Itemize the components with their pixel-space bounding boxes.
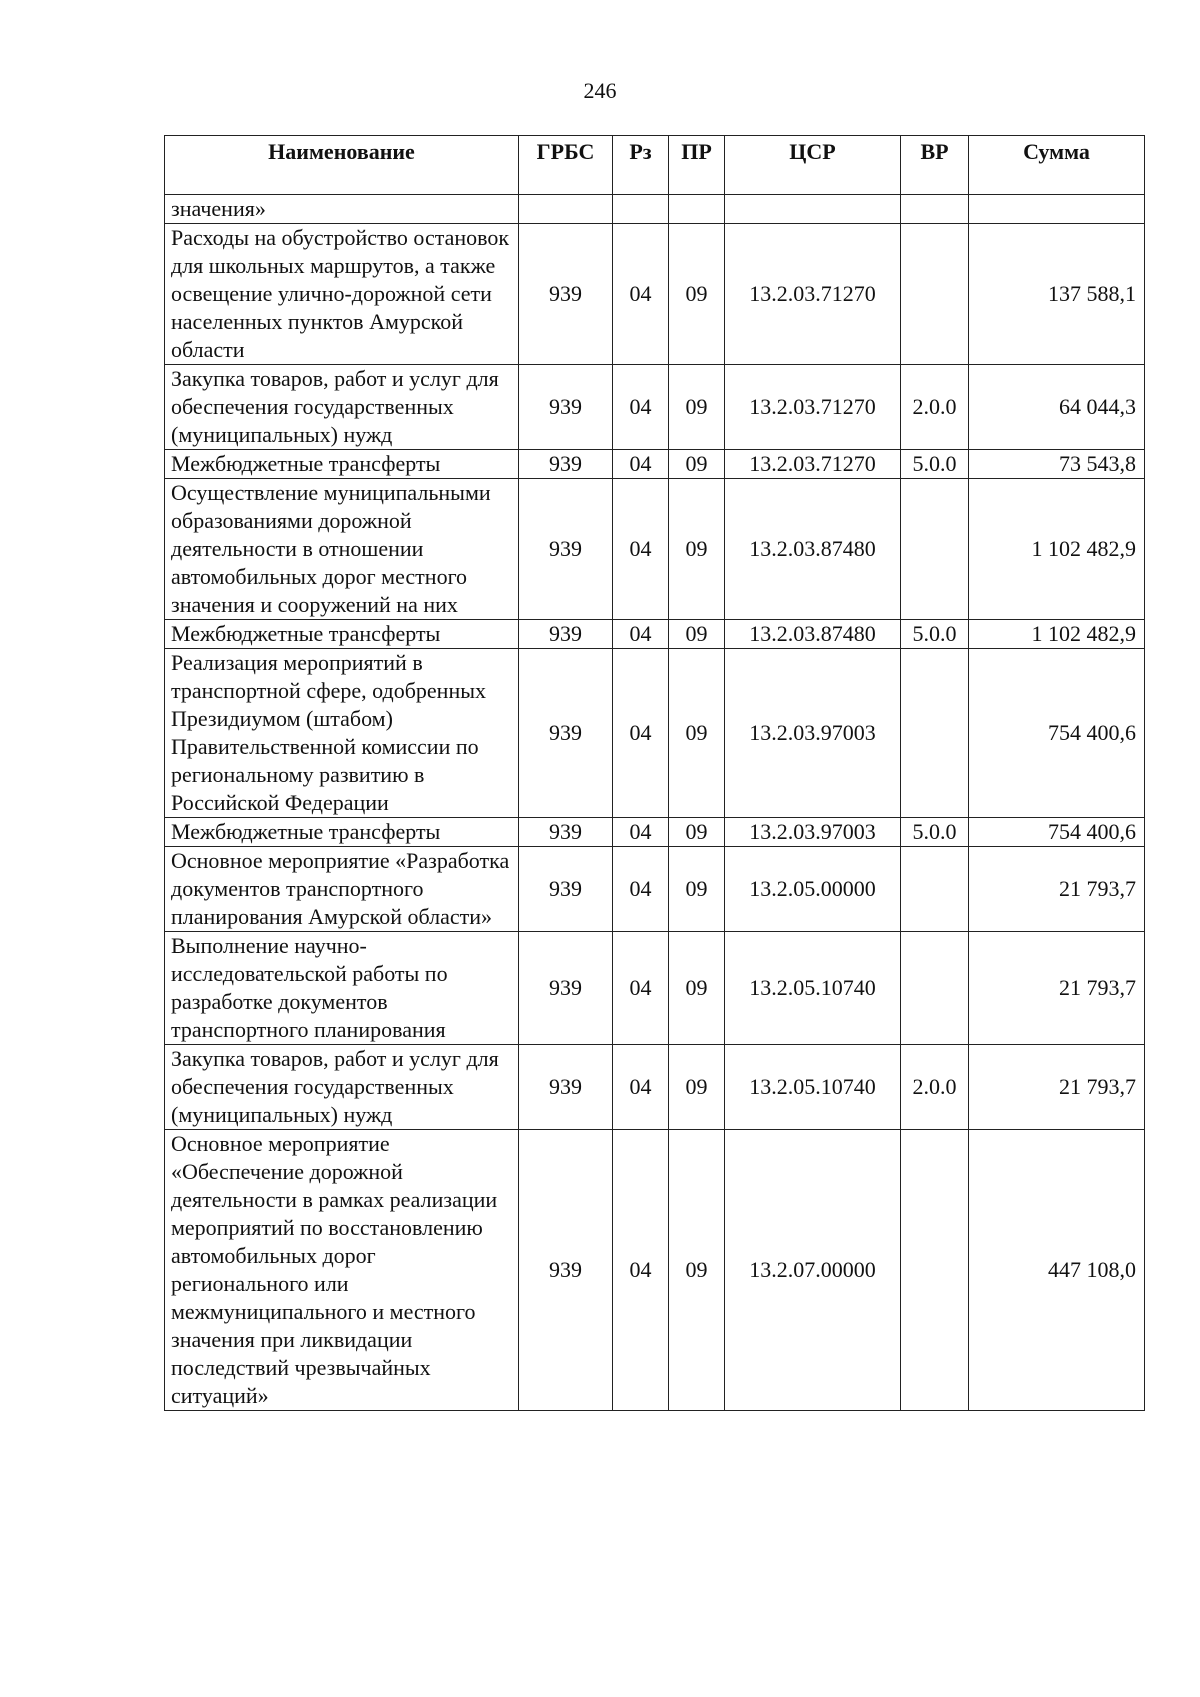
cell-grbs: 939 [519, 818, 613, 847]
cell-grbs: 939 [519, 847, 613, 932]
header-pr: ПР [669, 136, 725, 195]
cell-vr: 2.0.0 [901, 365, 969, 450]
cell-pr: 09 [669, 620, 725, 649]
cell-amount [969, 195, 1145, 224]
cell-csr: 13.2.03.71270 [725, 224, 901, 365]
cell-amount: 1 102 482,9 [969, 479, 1145, 620]
cell-rz: 04 [613, 479, 669, 620]
table-row [165, 224, 1145, 365]
table-row [165, 620, 1145, 649]
cell-amount: 447 108,0 [969, 1130, 1145, 1411]
cell-rz: 04 [613, 847, 669, 932]
cell-name: Расходы на обустройство остановок для школьных маршрутов, а также освещение улично-дорожной сети населенных пунктов Амурской области [165, 224, 519, 365]
cell-rz: 04 [613, 620, 669, 649]
header-vr: ВР [901, 136, 969, 195]
cell-name: Выполнение научно-исследовательской работы по разработке документов транспортного планирования [165, 932, 519, 1045]
header-grbs: ГРБС [519, 136, 613, 195]
cell-rz: 04 [613, 649, 669, 818]
cell-csr: 13.2.03.97003 [725, 818, 901, 847]
cell-pr [669, 195, 725, 224]
cell-name: Межбюджетные трансферты [165, 818, 519, 847]
cell-amount: 21 793,7 [969, 847, 1145, 932]
cell-vr [901, 224, 969, 365]
cell-rz: 04 [613, 1045, 669, 1130]
cell-rz [613, 195, 669, 224]
table-row [165, 649, 1145, 818]
cell-pr: 09 [669, 649, 725, 818]
cell-grbs: 939 [519, 224, 613, 365]
cell-vr: 2.0.0 [901, 1045, 969, 1130]
cell-amount: 754 400,6 [969, 818, 1145, 847]
cell-rz: 04 [613, 450, 669, 479]
cell-grbs: 939 [519, 932, 613, 1045]
cell-csr: 13.2.05.00000 [725, 847, 901, 932]
cell-csr: 13.2.07.00000 [725, 1130, 901, 1411]
cell-pr: 09 [669, 932, 725, 1045]
header-name: Наименование [165, 136, 519, 195]
cell-grbs: 939 [519, 649, 613, 818]
cell-pr: 09 [669, 818, 725, 847]
table-row [165, 479, 1145, 620]
cell-amount: 21 793,7 [969, 932, 1145, 1045]
cell-grbs: 939 [519, 1045, 613, 1130]
cell-pr: 09 [669, 1045, 725, 1130]
cell-grbs: 939 [519, 1130, 613, 1411]
table-row [165, 195, 1145, 224]
cell-grbs: 939 [519, 365, 613, 450]
table-row [165, 932, 1145, 1045]
cell-pr: 09 [669, 1130, 725, 1411]
cell-pr: 09 [669, 479, 725, 620]
header-row [165, 136, 1145, 195]
cell-csr: 13.2.05.10740 [725, 932, 901, 1045]
cell-vr: 5.0.0 [901, 818, 969, 847]
cell-name: Реализация мероприятий в транспортной сфере, одобренных Президиумом (штабом) Правительственной комиссии по региональному развитию в Российской Федерации [165, 649, 519, 818]
cell-name: значения» [165, 195, 519, 224]
cell-amount: 73 543,8 [969, 450, 1145, 479]
cell-pr: 09 [669, 365, 725, 450]
header-csr: ЦСР [725, 136, 901, 195]
cell-vr [901, 479, 969, 620]
cell-grbs [519, 195, 613, 224]
cell-csr: 13.2.03.71270 [725, 365, 901, 450]
cell-vr [901, 1130, 969, 1411]
header-amount: Сумма [969, 136, 1145, 195]
cell-name: Межбюджетные трансферты [165, 620, 519, 649]
cell-csr: 13.2.03.97003 [725, 649, 901, 818]
cell-rz: 04 [613, 818, 669, 847]
cell-grbs: 939 [519, 479, 613, 620]
table-row [165, 1130, 1145, 1411]
cell-vr: 5.0.0 [901, 620, 969, 649]
header-rz: Рз [613, 136, 669, 195]
cell-amount: 754 400,6 [969, 649, 1145, 818]
cell-pr: 09 [669, 224, 725, 365]
table-row [165, 847, 1145, 932]
cell-csr: 13.2.03.87480 [725, 479, 901, 620]
cell-name: Закупка товаров, работ и услуг для обеспечения государственных (муниципальных) нужд [165, 365, 519, 450]
cell-vr [901, 847, 969, 932]
cell-name: Закупка товаров, работ и услуг для обеспечения государственных (муниципальных) нужд [165, 1045, 519, 1130]
table-row [165, 365, 1145, 450]
cell-csr [725, 195, 901, 224]
cell-name: Осуществление муниципальными образованиями дорожной деятельности в отношении автомобильных дорог местного значения и сооружений на них [165, 479, 519, 620]
budget-table [164, 135, 1145, 1411]
cell-amount: 137 588,1 [969, 224, 1145, 365]
table-header [165, 136, 1145, 195]
cell-rz: 04 [613, 932, 669, 1045]
cell-name: Основное мероприятие «Разработка документов транспортного планирования Амурской области» [165, 847, 519, 932]
cell-csr: 13.2.03.87480 [725, 620, 901, 649]
cell-vr [901, 195, 969, 224]
cell-amount: 21 793,7 [969, 1045, 1145, 1130]
cell-csr: 13.2.03.71270 [725, 450, 901, 479]
table-row [165, 1045, 1145, 1130]
cell-rz: 04 [613, 365, 669, 450]
table-row [165, 450, 1145, 479]
cell-vr [901, 649, 969, 818]
cell-grbs: 939 [519, 450, 613, 479]
cell-grbs: 939 [519, 620, 613, 649]
cell-amount: 1 102 482,9 [969, 620, 1145, 649]
table-row [165, 818, 1145, 847]
page-number: 246 [583, 78, 617, 103]
cell-vr [901, 932, 969, 1045]
cell-rz: 04 [613, 1130, 669, 1411]
cell-name: Межбюджетные трансферты [165, 450, 519, 479]
cell-pr: 09 [669, 450, 725, 479]
cell-vr: 5.0.0 [901, 450, 969, 479]
cell-csr: 13.2.05.10740 [725, 1045, 901, 1130]
cell-name: Основное мероприятие «Обеспечение дорожной деятельности в рамках реализации мероприятий по восстановлению автомобильных дорог регионального или межмуниципального и местного значения при ликвидации последствий чрезвычайных ситуаций» [165, 1130, 519, 1411]
cell-pr: 09 [669, 847, 725, 932]
cell-amount: 64 044,3 [969, 365, 1145, 450]
cell-rz: 04 [613, 224, 669, 365]
table-body [165, 195, 1145, 1411]
